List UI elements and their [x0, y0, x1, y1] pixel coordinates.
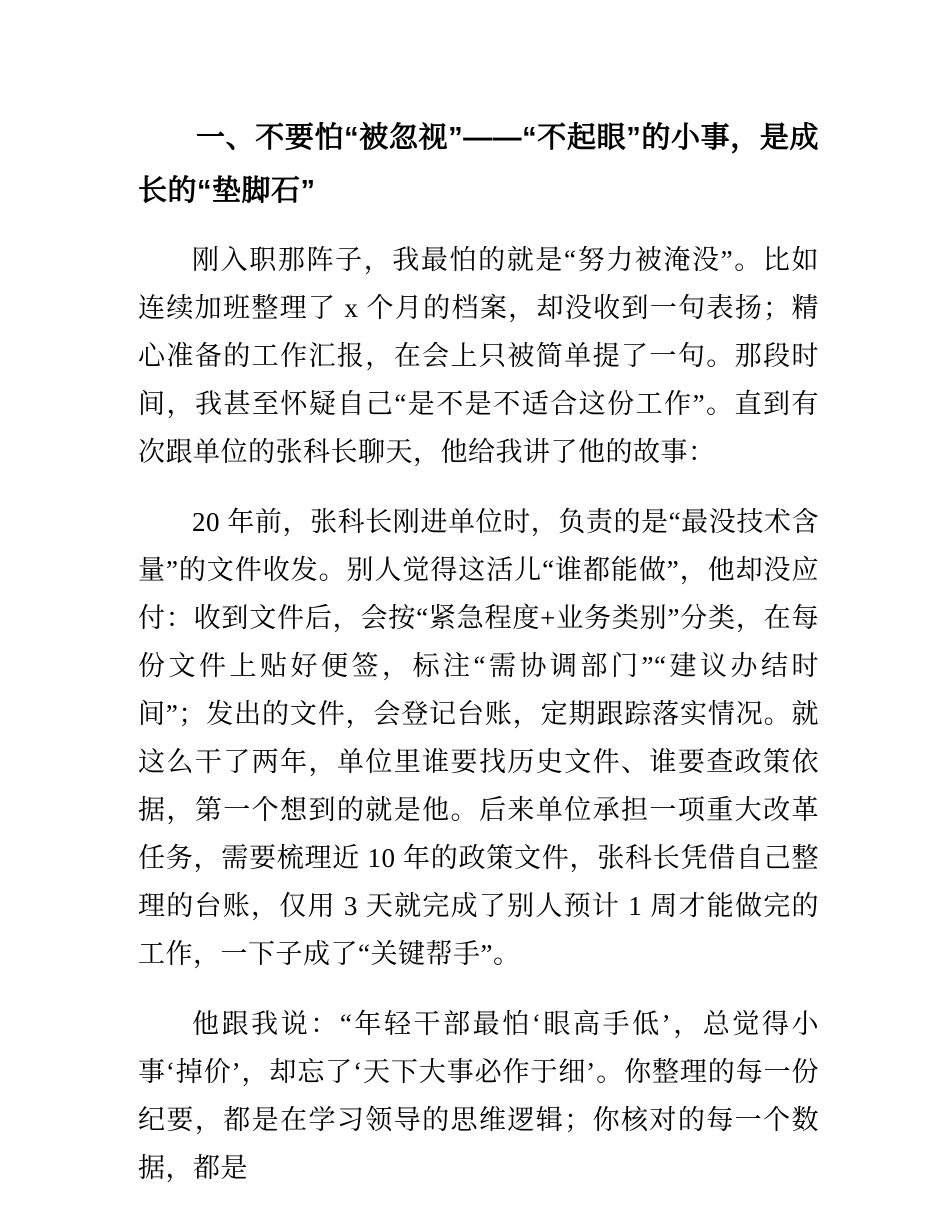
body-paragraph: 20 年前，张科长刚进单位时，负责的是“最没技术含量”的文件收发。别人觉得这活儿“谁都能做”，他却没应付：收到文件后，会按“紧急程度+业务类别”分类，在每份文件上贴好便签，标注“需协调部门”“建议办结时间”；发出的文件，会登记台账，定期跟踪落实情况。就这么干了两年，单位里谁要找历史文件、谁要查政策依据，第一个想到的就是他。后来单位承担一项重大改革任务，需要梳理近 10 年的政策文件，张科长凭借自己整理的台账，仅用 3 天就完成了别人预计 1 周才能做完的工作，一下子成了“关键帮手”。 [138, 507, 819, 969]
document-content [138, 112, 819, 1214]
section-heading: 一、不要怕“被忽视”——“不起眼”的小事，是成长的“垫脚石” [138, 122, 819, 207]
body-paragraph: 刚入职那阵子，我最怕的就是“努力被淹没”。比如连续加班整理了 x 个月的档案，却没收到一句表扬；精心准备的工作汇报，在会上只被简单提了一句。那段时间，我甚至怀疑自己“是不是不适合这份工作”。直到有次跟单位的张科长聊天，他给我讲了他的故事： [138, 245, 819, 467]
body-paragraph: 他跟我说：“年轻干部最怕‘眼高手低’，总觉得小事‘掉价’，却忘了‘天下大事必作于细’。你整理的每一份纪要，都是在学习领导的思维逻辑；你核对的每一个数据，都是 [138, 1009, 819, 1183]
